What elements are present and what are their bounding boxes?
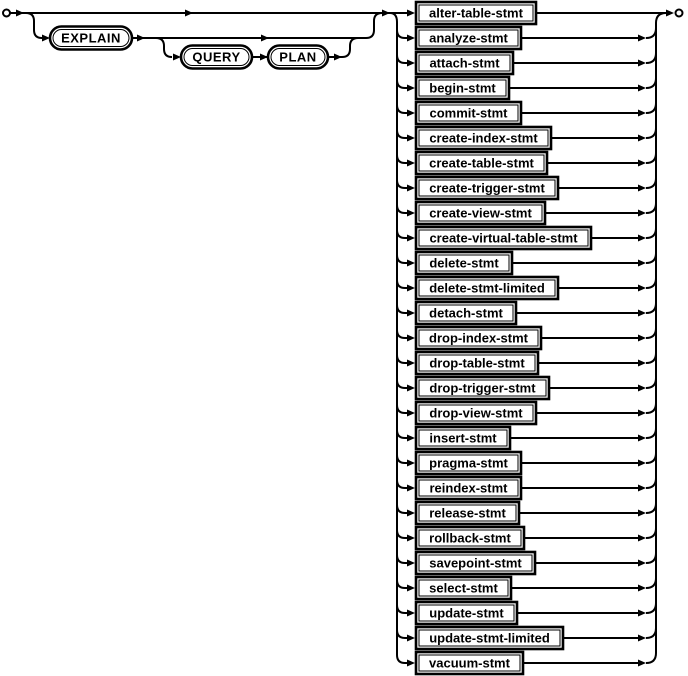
arrow-icon [407, 210, 415, 217]
arrow-icon [638, 435, 646, 442]
node-label: select-stmt [429, 580, 498, 596]
row-return-curve [646, 578, 656, 588]
arrow-icon [407, 85, 415, 92]
arrow-icon [407, 60, 415, 67]
keyword-explain [50, 27, 132, 50]
arrow-icon [407, 360, 415, 367]
node-commit-stmt[interactable] [416, 102, 521, 124]
keyword-label: QUERY [192, 49, 241, 65]
start-terminal-icon [3, 10, 10, 17]
arrow-icon [407, 460, 415, 467]
arrow-icon [638, 485, 646, 492]
arrow-icon [407, 310, 415, 317]
arrow-icon [407, 235, 415, 242]
node-begin-stmt[interactable] [416, 77, 509, 99]
row-branch-curve [397, 280, 407, 288]
node-create-trigger-stmt[interactable] [416, 177, 558, 199]
keyword-label: PLAN [279, 49, 317, 65]
row-return-curve [646, 78, 656, 88]
arrow-icon [638, 60, 646, 67]
explain-branch-curve [26, 13, 42, 38]
node-insert-stmt[interactable] [416, 427, 510, 449]
row-branch-curve [397, 30, 407, 38]
keyword-query [181, 46, 252, 69]
arrow-icon [638, 560, 646, 567]
node-attach-stmt[interactable] [416, 52, 513, 74]
row-branch-curve [397, 230, 407, 238]
node-label: create-view-stmt [429, 205, 532, 221]
arrow-icon [407, 585, 415, 592]
arrow-icon [638, 160, 646, 167]
node-update-stmt-limited[interactable] [416, 627, 563, 649]
node-delete-stmt[interactable] [416, 252, 512, 274]
arrow-icon [407, 135, 415, 142]
arrow-icon [382, 10, 390, 17]
row-return-curve [646, 353, 656, 363]
node-alter-table-stmt[interactable] [416, 2, 536, 24]
arrow-icon [407, 535, 415, 542]
row-branch-curve [397, 455, 407, 463]
row-return-curve [646, 628, 656, 638]
row-branch-curve [397, 205, 407, 213]
node-update-stmt[interactable] [416, 602, 517, 624]
node-label: drop-trigger-stmt [429, 380, 536, 396]
arrow-icon [407, 10, 415, 17]
row-branch-curve [397, 405, 407, 413]
row-branch-curve [397, 505, 407, 513]
node-label: create-trigger-stmt [429, 180, 545, 196]
row-branch-curve [397, 480, 407, 488]
node-label: detach-stmt [429, 305, 503, 321]
node-label: insert-stmt [429, 430, 497, 446]
node-label: drop-view-stmt [429, 405, 523, 421]
node-drop-index-stmt[interactable] [416, 327, 541, 349]
node-create-table-stmt[interactable] [416, 152, 547, 174]
row-branch-curve [397, 105, 407, 113]
arrow-icon [407, 185, 415, 192]
node-label: alter-table-stmt [429, 5, 523, 21]
node-savepoint-stmt[interactable] [416, 552, 535, 574]
arrow-icon [407, 485, 415, 492]
row-branch-curve [397, 305, 407, 313]
row-return-curve [646, 128, 656, 138]
node-reindex-stmt[interactable] [416, 477, 521, 499]
node-label: create-virtual-table-stmt [429, 230, 578, 246]
row-return-curve [646, 403, 656, 413]
arrow-icon [407, 435, 415, 442]
keyword-label: EXPLAIN [61, 30, 121, 46]
row-return-curve [646, 153, 656, 163]
end-terminal-icon [676, 10, 683, 17]
node-label: reindex-stmt [429, 480, 508, 496]
arrow-icon [638, 510, 646, 517]
node-drop-view-stmt[interactable] [416, 402, 536, 424]
node-label: create-index-stmt [429, 130, 538, 146]
row-return-curve [646, 428, 656, 438]
node-label: release-stmt [429, 505, 506, 521]
row-return-curve [646, 28, 656, 38]
node-label: analyze-stmt [429, 30, 508, 46]
node-release-stmt[interactable] [416, 502, 519, 524]
node-label: delete-stmt-limited [429, 280, 545, 296]
row-return-curve [646, 103, 656, 113]
row-return-curve [646, 203, 656, 213]
arrow-icon [638, 85, 646, 92]
row-return-curve [646, 603, 656, 613]
node-create-virtual-table-stmt[interactable] [416, 227, 591, 249]
arrow-icon [638, 660, 646, 667]
row-return-curve [646, 228, 656, 238]
node-label: create-table-stmt [429, 155, 534, 171]
row-return-curve [646, 303, 656, 313]
arrow-icon [407, 285, 415, 292]
arrow-icon [407, 610, 415, 617]
node-create-index-stmt[interactable] [416, 127, 551, 149]
row-branch-curve [397, 255, 407, 263]
row-return-curve [646, 503, 656, 513]
arrow-icon [407, 110, 415, 117]
node-label: update-stmt [429, 605, 504, 621]
arrow-icon [407, 635, 415, 642]
row-return-curve [646, 278, 656, 288]
keyword-plan [268, 46, 328, 69]
row-branch-curve [397, 355, 407, 363]
arrow-icon [638, 110, 646, 117]
arrow-icon [638, 210, 646, 217]
query-branch-curve [156, 38, 172, 57]
arrow-icon [407, 260, 415, 267]
arrow-icon [16, 10, 24, 17]
row-branch-curve [397, 430, 407, 438]
arrow-icon [407, 335, 415, 342]
node-label: rollback-stmt [429, 530, 511, 546]
row-branch-curve [397, 530, 407, 538]
node-label: attach-stmt [429, 55, 500, 71]
arrow-icon [638, 185, 646, 192]
arrow-icon [407, 35, 415, 42]
node-label: vacuum-stmt [429, 655, 510, 671]
arrow-icon [638, 235, 646, 242]
row-branch-curve [397, 330, 407, 338]
explain-return-curve [366, 13, 382, 38]
row-return-curve [646, 53, 656, 63]
arrow-icon [638, 585, 646, 592]
node-drop-trigger-stmt[interactable] [416, 377, 549, 399]
node-label: drop-table-stmt [429, 355, 525, 371]
arrow-icon [638, 335, 646, 342]
arrow-icon [407, 385, 415, 392]
row-branch-curve [397, 55, 407, 63]
node-label: update-stmt-limited [429, 630, 550, 646]
row-branch-curve [397, 580, 407, 588]
arrow-icon [407, 160, 415, 167]
arrow-icon [407, 660, 415, 667]
row-branch-curve [397, 130, 407, 138]
node-analyze-stmt[interactable] [416, 27, 521, 49]
arrow-icon [638, 285, 646, 292]
row-branch-curve [397, 80, 407, 88]
arrow-icon [407, 510, 415, 517]
arrow-icon [638, 610, 646, 617]
node-select-stmt[interactable] [416, 577, 511, 599]
row-return-curve [646, 553, 656, 563]
node-vacuum-stmt[interactable] [416, 652, 523, 674]
arrow-icon [261, 35, 269, 42]
row-return-curve [646, 378, 656, 388]
row-return-curve [646, 453, 656, 463]
node-label: delete-stmt [429, 255, 499, 271]
arrow-icon [407, 560, 415, 567]
arrow-icon [666, 10, 674, 17]
row-return-curve [646, 478, 656, 488]
row-branch-curve [397, 605, 407, 613]
node-label: commit-stmt [429, 105, 508, 121]
node-label: begin-stmt [429, 80, 496, 96]
arrow-icon [638, 385, 646, 392]
arrow-icon [638, 635, 646, 642]
arrow-icon [638, 535, 646, 542]
row-branch-curve [397, 380, 407, 388]
node-label: savepoint-stmt [429, 555, 522, 571]
arrow-icon [638, 260, 646, 267]
arrow-icon [638, 35, 646, 42]
arrow-icon [638, 460, 646, 467]
arrow-icon [638, 360, 646, 367]
node-drop-table-stmt[interactable] [416, 352, 538, 374]
row-return-curve [646, 253, 656, 263]
node-detach-stmt[interactable] [416, 302, 516, 324]
plan-return-curve [342, 38, 358, 57]
row-branch-curve [397, 555, 407, 563]
arrow-icon [185, 10, 193, 17]
arrow-icon [638, 410, 646, 417]
row-branch-curve [397, 180, 407, 188]
row-branch-curve [397, 155, 407, 163]
row-branch-curve [397, 630, 407, 638]
node-delete-stmt-limited[interactable] [416, 277, 558, 299]
node-label: drop-index-stmt [429, 330, 528, 346]
arrow-icon [407, 410, 415, 417]
node-create-view-stmt[interactable] [416, 202, 545, 224]
arrow-icon [638, 135, 646, 142]
arrow-icon [638, 310, 646, 317]
row-return-curve [646, 178, 656, 188]
node-rollback-stmt[interactable] [416, 527, 524, 549]
row-return-curve [646, 528, 656, 538]
node-label: pragma-stmt [429, 455, 508, 471]
row-return-curve [646, 328, 656, 338]
arrow-icon [334, 54, 342, 61]
node-pragma-stmt[interactable] [416, 452, 521, 474]
